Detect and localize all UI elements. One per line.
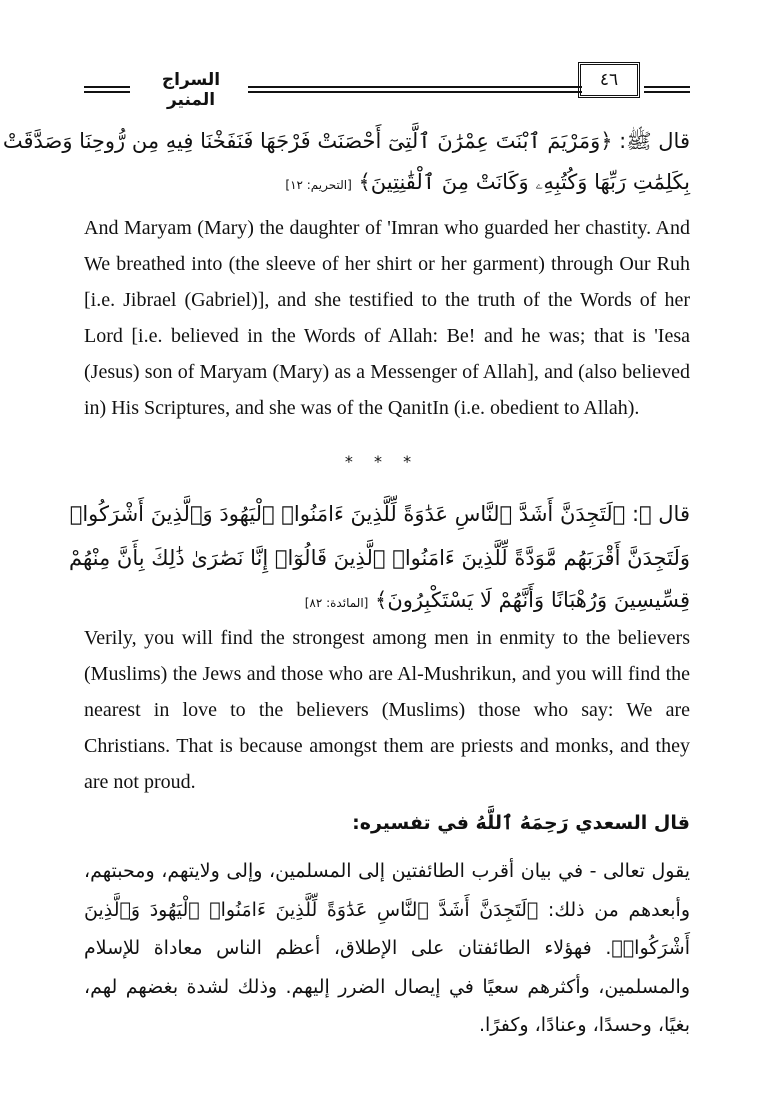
header-rule [248,86,582,88]
header-rule [248,91,582,93]
quran-verse-line: قال ﷺ: ﴿لَتَجِدَنَّ أَشَدَّ ٱلنَّاسِ عَدَٰوَةً لِّلَّذِينَ ءَامَنُوا۟ ٱلْيَهُودَ وَٱلَّذِينَ أَشْرَكُوا۟ [69,502,690,526]
verse-translation: And Maryam (Mary) the daughter of 'Imran who guarded her chastity. And We breathed into (the sleeve of her shirt or her garment) through Our Ruh [i.e. Jibrael (Gabriel)], and she testified to the truth of the Words of her Lord [i.e. believed in the Words of Allah: Be! and he was; that is 'Iesa (Jesus) son of Maryam (Mary) as a Messenger of Allah], and (also believed in) His Scriptures, and she was of the QanitIn (i.e. obedient to Allah). [84,217,690,419]
verse-reference: [التحريم: ١٢] [285,178,352,192]
book-title: السراج المنير [161,70,221,110]
header-rule [644,86,690,88]
commentary-text: يقول تعالى - في بيان أقرب الطائفتين إلى المسلمين، وإلى ولايتهم، ومحبتهم، وأبعدهم من ذلك: ﴿لَتَجِدَنَّ أَشَدَّ ٱلنَّاسِ عَدَٰوَةً لِّلَّذِينَ ءَامَنُوا۟ ٱلْيَهُودَ وَٱلَّذِينَ أَشْرَكُوا۟﴾. فهؤلاء الطائفتان على الإطلاق، أعظم الناس معاداة للإسلام والمسلمين، وأكثرهم سعيًا في إيصال الضرر إليهم. وذلك لشدة بغضهم لهم، بغيًا، وحسدًا، وعنادًا، وكفرًا. [84,860,690,1036]
quran-verse-line [84,170,690,195]
quran-verse-text: قِسِّيسِينَ وَرُهْبَانًا وَأَنَّهُمْ لَا يَسْتَكْبِرُونَ﴾ [375,588,690,612]
header-rule [84,91,130,93]
quran-verse-line: وَلَتَجِدَنَّ أَقْرَبَهُم مَّوَدَّةً لِّلَّذِينَ ءَامَنُوا۟ ٱلَّذِينَ قَالُوٓا۟ إِنَّا نَصَٰرَىٰ ذَٰلِكَ بِأَنَّ مِنْهُمْ [69,546,690,570]
header-rule [644,91,690,93]
header-rule [84,86,130,88]
verse-translation: Verily, you will find the strongest among men in enmity to the believers (Muslims) the Jews and those who are Al-Mushrikun, and you will find the nearest in love to the believers (Muslims) those who say: We are Christians. That is because amongst them are priests and monks, and they are not proud. [84,627,690,793]
commentary-heading: قال السعدي رَحِمَهُ ٱللَّهُ في تفسيره: [352,812,690,834]
verse-reference: [المائدة: ٨٢] [304,596,369,610]
quran-verse-text: بِكَلِمَٰتِ رَبِّهَا وَكُتُبِهِۦ وَكَانَتْ مِنَ ٱلْقَٰنِتِينَ﴾ [358,170,690,194]
page-number: ٤٦ [578,62,640,98]
section-separator: * * * [344,452,420,471]
quran-verse-line [84,588,690,612]
quran-verse-line: قال ﷺ: ﴿وَمَرْيَمَ ٱبْنَتَ عِمْرَٰنَ ٱلَّتِىٓ أَحْصَنَتْ فَرْجَهَا فَنَفَخْنَا فِيهِ مِن رُّوحِنَا وَصَدَّقَتْ [2,129,690,153]
page-header [84,62,690,110]
